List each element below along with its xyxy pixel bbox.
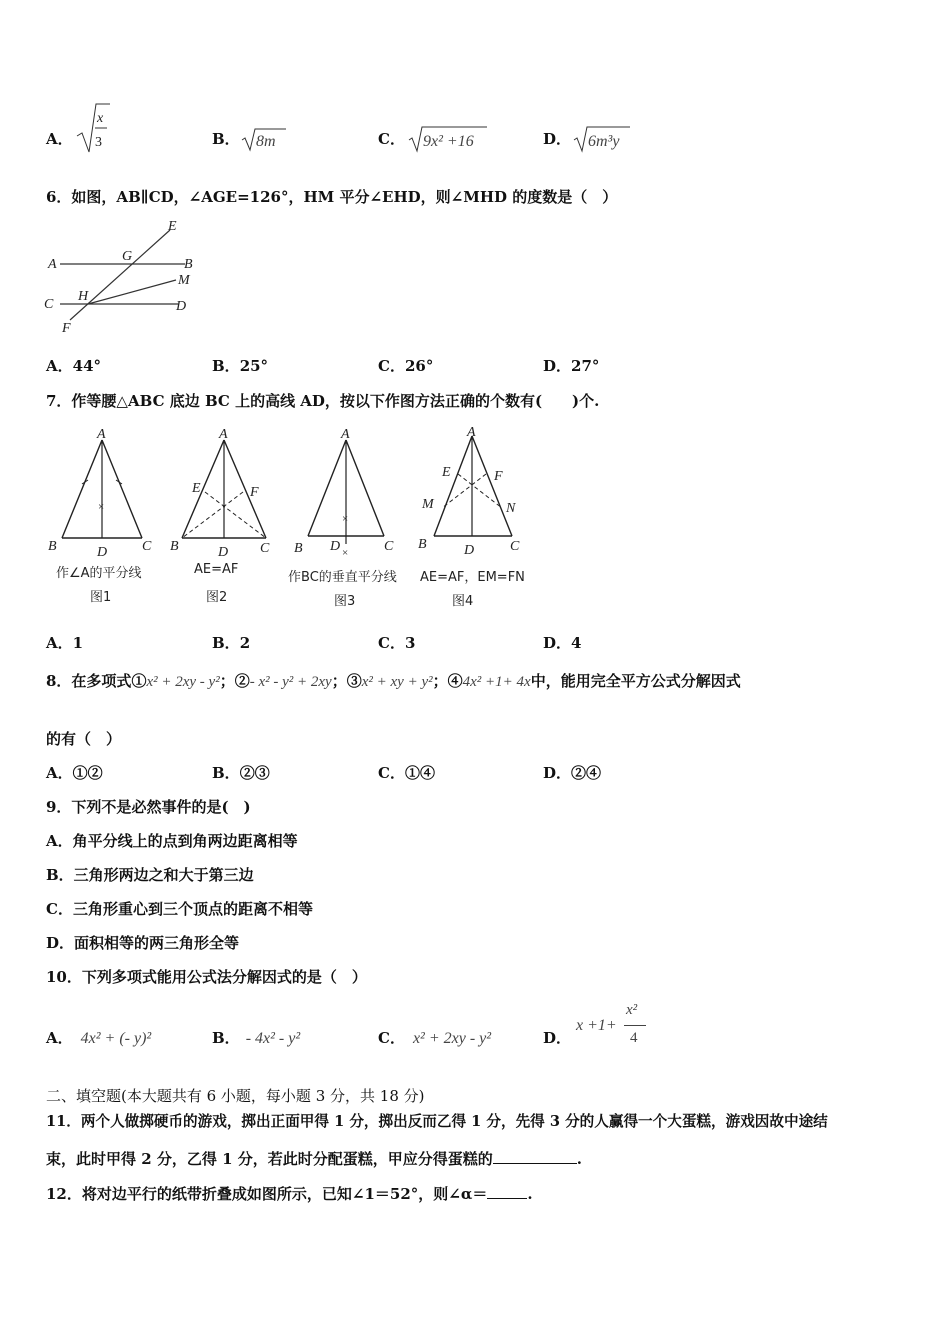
q10-option-a: A． 4x² + (- y)² [46, 1029, 152, 1047]
q5-option-a-sqrt-frac [74, 100, 114, 156]
svg-text:B: B [170, 539, 179, 554]
q7-fig3-caption: 作BC的垂直平分线 [288, 570, 397, 585]
q9-option-d: D．面积相等的两三角形全等 [46, 934, 240, 952]
label-g: G [122, 249, 133, 264]
svg-text:D: D [97, 545, 108, 560]
q5-option-c-expr: 9x² +16 [423, 133, 474, 150]
svg-text:×: × [98, 501, 105, 513]
svg-text:N: N [506, 501, 516, 516]
answer-blank[interactable] [493, 1163, 577, 1164]
q7-figure-2 [164, 426, 284, 560]
svg-text:C: C [384, 539, 394, 554]
q7-fig4-caption: AE=AF，EM=FN [420, 570, 525, 585]
q8-stem-line2: 的有（ ） [46, 730, 122, 748]
q5-option-c [378, 128, 405, 149]
svg-text:M: M [422, 497, 434, 512]
label-f: F [62, 321, 71, 336]
option-letter: C． [378, 130, 405, 148]
q5-option-a [46, 128, 73, 149]
svg-text:D: D [464, 543, 475, 558]
svg-text:B: B [294, 541, 303, 556]
q9-option-a: A．角平分线上的点到角两边距离相等 [46, 832, 298, 850]
q5-option-b [212, 128, 240, 149]
q7-fig2-name: 图2 [206, 590, 228, 605]
q10-option-d-denominator: 4 [630, 1030, 638, 1046]
svg-text:D: D [330, 539, 341, 554]
q6-stem: 6．如图，AB∥CD，∠AGE=126°，HM 平分∠EHD，则∠MHD 的度数是（ ） [46, 188, 618, 206]
fraction-bar [624, 1025, 646, 1026]
q10-option-c: C． x² + 2xy - y² [378, 1029, 492, 1047]
q10-stem: 10．下列多项式能用公式法分解因式的是（ ） [46, 968, 367, 986]
q7-fig3-name: 图3 [334, 594, 356, 609]
q8-option-b: B．②③ [212, 764, 270, 782]
q7-option-c: C．3 [378, 634, 416, 652]
q10-option-d-expr: x +1+ [576, 1017, 617, 1034]
q6-option-b: B．25° [212, 357, 269, 375]
svg-text:C: C [260, 541, 270, 556]
q5-option-d [543, 128, 571, 149]
q6-option-a: A．44° [46, 357, 102, 375]
svg-text:E: E [192, 481, 201, 496]
label-c: C [44, 297, 54, 312]
svg-text:A: A [97, 427, 106, 442]
svg-text:×: × [342, 513, 349, 525]
fraction-numerator: x [97, 111, 104, 126]
svg-text:E: E [442, 465, 451, 480]
svg-text:×: × [342, 547, 349, 559]
q12-stem: 12．将对边平行的纸带折叠成如图所示，已知∠1＝52°，则∠α＝ . [46, 1185, 533, 1203]
q7-fig1-name: 图1 [90, 590, 112, 605]
option-letter: A． [46, 130, 73, 148]
q7-option-b: B．2 [212, 634, 251, 652]
svg-text:C: C [510, 539, 520, 554]
svg-text:A: A [341, 427, 350, 442]
svg-text:B: B [48, 539, 57, 554]
q6-option-c: C．26° [378, 357, 434, 375]
q5-option-b-expr: 8m [256, 133, 276, 150]
q7-option-d: D．4 [543, 634, 582, 652]
q6-option-d: D．27° [543, 357, 600, 375]
q7-figure-3 [288, 426, 408, 560]
q10-option-d: D． [543, 1029, 572, 1047]
svg-text:B: B [418, 537, 427, 552]
q7-figure-1 [44, 426, 164, 560]
svg-text:C: C [142, 539, 152, 554]
q9-stem: 9．下列不是必然事件的是( ) [46, 798, 251, 816]
option-letter: B． [212, 130, 240, 148]
q7-option-a: A．1 [46, 634, 84, 652]
q8-option-c: C．①④ [378, 764, 435, 782]
option-letter: D． [543, 130, 572, 148]
q9-option-c: C．三角形重心到三个顶点的距离不相等 [46, 900, 313, 918]
q10-option-b: B． - 4x² - y² [212, 1029, 301, 1047]
q7-fig2-caption: AE=AF [194, 562, 239, 577]
q6-figure [40, 216, 210, 340]
label-e: E [168, 219, 177, 234]
q8-stem-line1: 8．在多项式①x² + 2xy - y²；②- x² - y² + 2xy；③x² + xy + y²；④4x² +1+ 4x中，能用完全平方公式分解因式 [46, 672, 741, 690]
label-d: D [176, 299, 187, 314]
q9-option-b: B．三角形两边之和大于第三边 [46, 866, 254, 884]
fraction-denominator: 3 [95, 135, 102, 150]
q8-option-d: D．②④ [543, 764, 602, 782]
q5-option-d-expr: 6m³y [588, 133, 620, 150]
q7-fig4-name: 图4 [452, 594, 474, 609]
section-heading: 二、填空题(本大题共有 6 小题，每小题 3 分，共 18 分) [46, 1087, 425, 1105]
q7-figure-4 [414, 426, 544, 560]
svg-text:A: A [219, 427, 228, 442]
q8-option-a: A．①② [46, 764, 103, 782]
svg-text:A: A [467, 426, 476, 440]
q7-fig1-caption: 作∠A的平分线 [56, 566, 142, 581]
q7-stem: 7．作等腰△ABC 底边 BC 上的高线 AD，按以下作图方法正确的个数有( )个. [46, 392, 600, 410]
svg-text:F: F [494, 469, 503, 484]
svg-text:F: F [250, 485, 259, 500]
q10-option-d-numerator: x² [626, 1002, 638, 1018]
svg-text:D: D [218, 545, 229, 560]
label-b: B [184, 257, 193, 272]
label-m: M [178, 273, 190, 288]
q11-line1: 11．两个人做掷硬币的游戏，掷出正面甲得 1 分，掷出反而乙得 1 分，先得 3 分的人赢得一个大蛋糕，游戏因故中途结 [46, 1113, 828, 1130]
label-h: H [78, 289, 89, 304]
label-a: A [48, 257, 57, 272]
answer-blank[interactable] [487, 1198, 527, 1199]
q11-line2: 束，此时甲得 2 分，乙得 1 分，若此时分配蛋糕，甲应分得蛋糕的 . [46, 1150, 582, 1168]
